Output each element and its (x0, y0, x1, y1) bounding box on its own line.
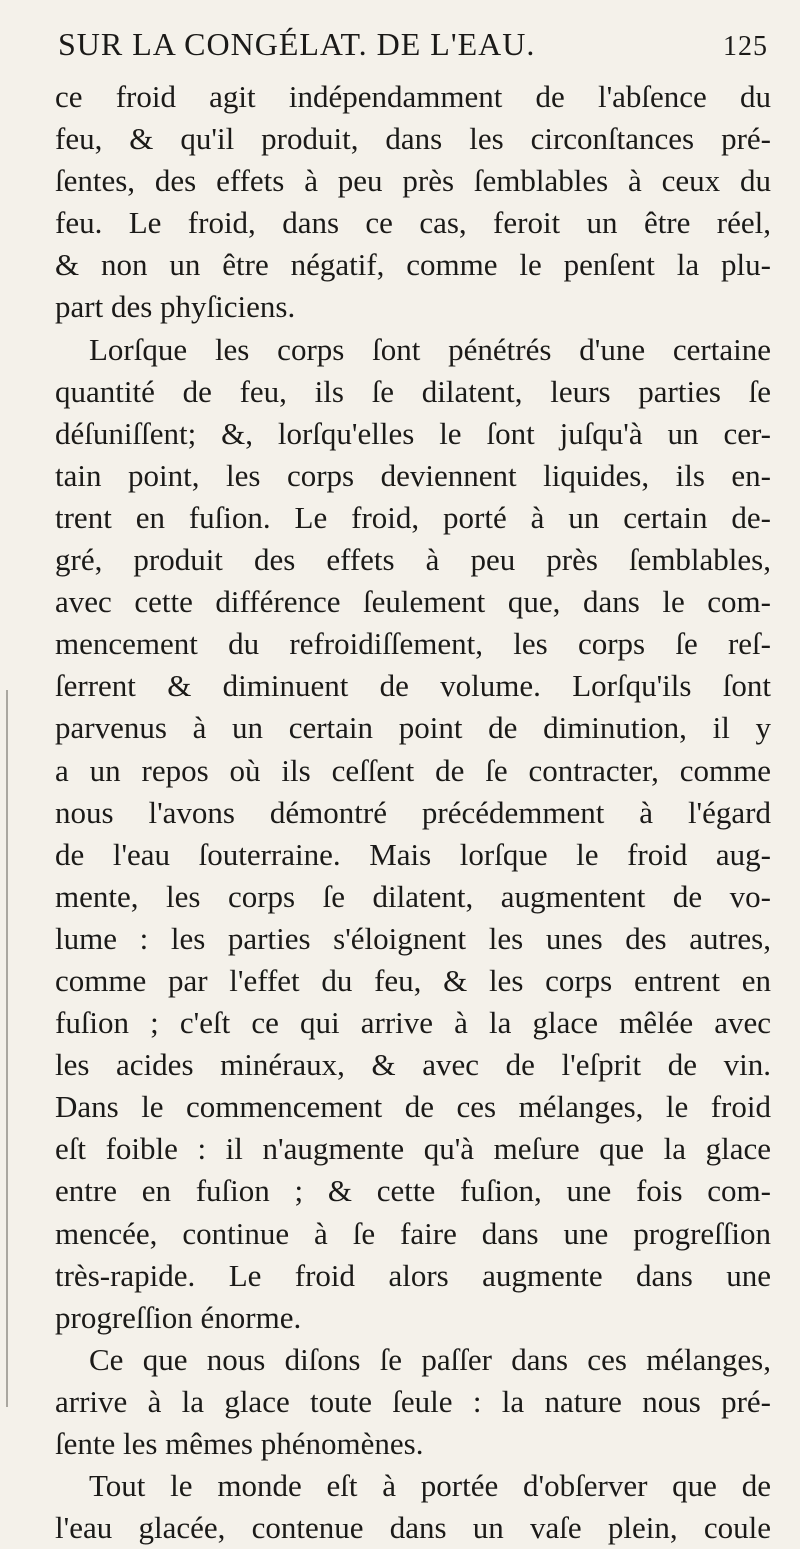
text-line: fuſion ; c'eſt ce qui arrive à la glace mêlée avec (55, 1005, 771, 1041)
text-line: de l'eau ſouterraine. Mais lorſque le froid aug- (55, 836, 771, 872)
text-line: arrive à la glace toute ſeule : la nature nous pré- (55, 1383, 771, 1419)
text-line: Lorſque les corps ſont pénétrés d'une certaine (89, 331, 771, 367)
page-number: 125 (723, 31, 768, 62)
text-line: mencement du refroidiſſement, les corps ſe reſ- (55, 626, 771, 662)
text-line: feu. Le froid, dans ce cas, feroit un être réel, (55, 205, 771, 241)
text-line: mencée, continue à ſe faire dans une progreſſion (55, 1215, 771, 1251)
text-line: progreſſion énorme. (55, 1299, 302, 1335)
text-line: entre en fuſion ; & cette fuſion, une fois com- (55, 1173, 771, 1209)
text-line: ſente les mêmes phénomènes. (55, 1426, 424, 1461)
text-line: lume : les parties s'éloignent les unes des autres, (55, 920, 771, 956)
text-line: mente, les corps ſe dilatent, augmentent de vo- (55, 878, 771, 914)
text-line: gré, produit des effets à peu près ſemblables, (55, 542, 771, 578)
text-line: ce froid agit indépendamment de l'abſence du (55, 79, 771, 114)
text-line: tain point, les corps deviennent liquides, ils en- (55, 457, 771, 493)
text-line: part des phyſiciens. (55, 289, 296, 325)
text-line: nous l'avons démontré précédemment à l'égard (55, 794, 771, 830)
text-line: déſuniſſent; &, lorſqu'elles le ſont juſqu'à un cer- (55, 415, 771, 451)
text-line: les acides minéraux, & avec de l'eſprit de vin. (55, 1047, 771, 1083)
text-line: Tout le monde eſt à portée d'obſerver que de (89, 1468, 771, 1504)
page-edge-shadow (6, 690, 8, 1407)
text-line: parvenus à un certain point de diminution, il y (55, 710, 771, 746)
text-line: & non un être négatif, comme le penſent la plu- (55, 247, 771, 283)
text-line: comme par l'effet du feu, & les corps entrent en (55, 962, 771, 998)
text-line: a un repos où ils ceſſent de ſe contracter, comme (55, 752, 771, 788)
text-line: l'eau glacée, contenue dans un vaſe plein, coule (55, 1510, 771, 1546)
text-line: avec cette différence ſeulement que, dans le com- (55, 584, 771, 620)
text-line: eſt foible : il n'augmente qu'à meſure que la glace (55, 1131, 771, 1167)
text-line: feu, & qu'il produit, dans les circonſtances pré- (55, 121, 771, 157)
text-line: ſentes, des effets à peu près ſemblables à ceux du (55, 163, 771, 199)
text-line: trent en fuſion. Le froid, porté à un certain de- (55, 499, 771, 535)
text-line: quantité de feu, ils ſe dilatent, leurs parties ſe (55, 373, 771, 409)
text-line: Ce que nous diſons ſe paſſer dans ces mélanges, (89, 1341, 771, 1377)
text-line: très-rapide. Le froid alors augmente dans une (55, 1257, 771, 1293)
text-line: ſerrent & diminuent de volume. Lorſqu'ils ſont (55, 668, 771, 704)
running-head (58, 26, 768, 68)
text-line: Dans le commencement de ces mélanges, le froid (55, 1089, 771, 1125)
body-text (55, 76, 771, 1549)
running-title: SUR LA CONGÉLAT. DE L'EAU. (58, 26, 536, 62)
